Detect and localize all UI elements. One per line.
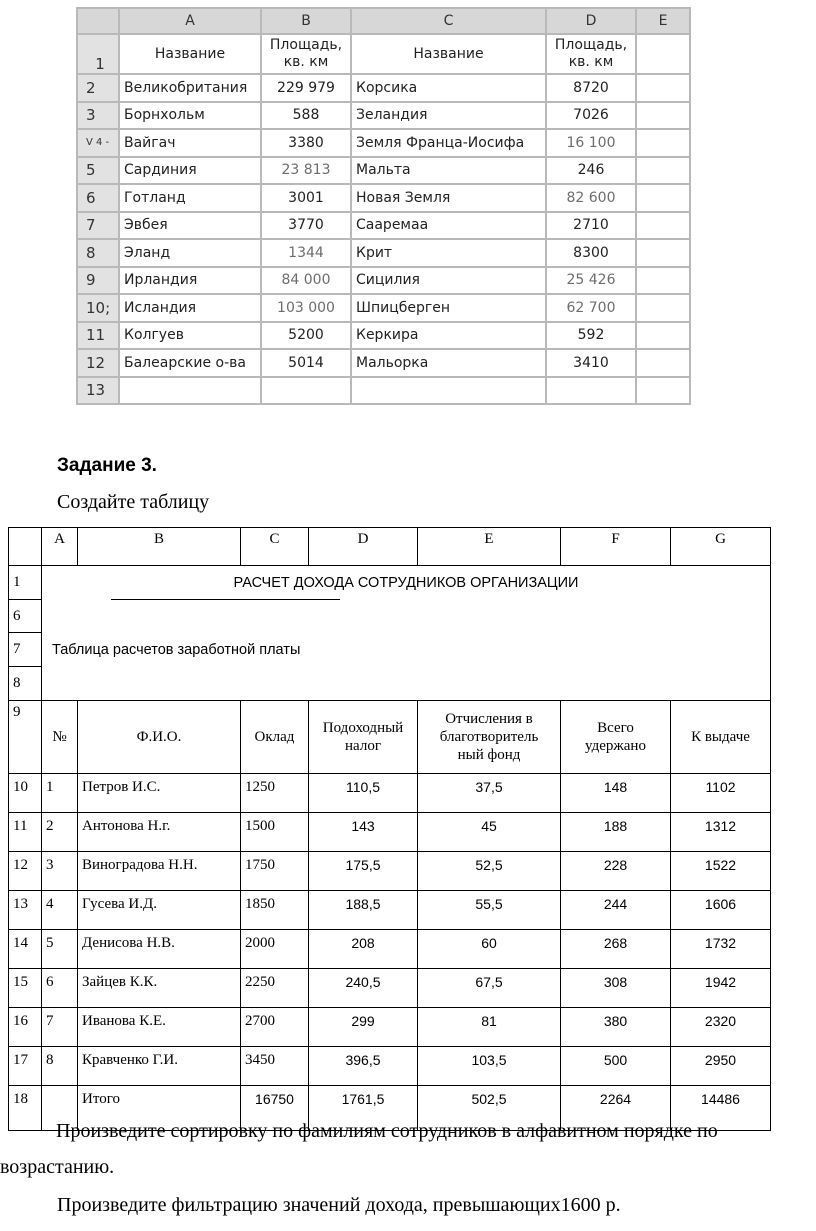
cell-payout: 1102 [671,774,771,813]
cell-oklad: 1250 [241,774,309,813]
sheet-empty-cell [636,377,690,405]
cell-held: 308 [561,969,671,1008]
sheet-cell-name-2: Новая Земля [351,184,546,212]
title-row [9,566,771,600]
sheet-row-number: 6 [77,184,119,212]
table-row [9,852,771,891]
sheet-cell-name: Балеарские о-ва [119,349,261,377]
cell-fio: Денисова Н.В. [78,930,241,969]
total-tax: 1761,5 [309,1086,418,1131]
header-tax [309,701,418,774]
total-label: Итого [78,1086,241,1131]
cell-tax: 396,5 [309,1047,418,1086]
sheet-cell-area [261,377,351,405]
empty-row [9,600,771,633]
cell-number: 7 [42,1008,78,1047]
col-letter: F [561,528,671,566]
column-letters-row [9,528,771,566]
header-charity-l1: Отчисления в [445,711,533,727]
col-letter: A [42,528,78,566]
sheet-cell-area-2: 592 [546,322,636,350]
table-row [9,813,771,852]
cell-charity: 45 [418,813,561,852]
sheet-row [77,74,690,102]
sheet-corner [77,8,119,34]
sheet-row-number: 1 [77,34,119,74]
header-charity-l2: благотворитель [439,729,539,745]
cell-held: 228 [561,852,671,891]
cell-charity: 55,5 [418,891,561,930]
sheet-cell-name-2 [351,377,546,405]
sheet-cell-area: 3001 [261,184,351,212]
corner-cell [9,528,42,566]
sheet-cell-name: Великобритания [119,74,261,102]
sheet-header-area2-l2: кв. км [568,54,614,70]
header-charity [418,701,561,774]
sheet-cell-name: Ирландия [119,267,261,295]
sheet-cell-name: Борнхольм [119,102,261,130]
sheet-col-b: B [261,8,351,34]
sheet-row [77,212,690,240]
sheet-cell-area: 5200 [261,322,351,350]
sheet-cell-area-2: 62 700 [546,294,636,322]
sheet-cell-name-2: Мальорка [351,349,546,377]
cell-fio: Кравченко Г.И. [78,1047,241,1086]
cell-payout: 2320 [671,1008,771,1047]
cell-charity: 37,5 [418,774,561,813]
sheet-empty-cell [636,267,690,295]
sheet-cell-name: Колгуев [119,322,261,350]
cell-held: 500 [561,1047,671,1086]
col-letter: C [241,528,309,566]
sheet-row-number: 10; [77,294,119,322]
row-number: 13 [9,891,42,930]
row-number: 9 [9,701,42,774]
cell-tax: 175,5 [309,852,418,891]
sheet-cell-name: Исландия [119,294,261,322]
col-letter: B [78,528,241,566]
merged-empty-cell [42,667,771,701]
sheet-cell-name-2: Земля Франца-Иосифа [351,129,546,157]
header-charity-l3: ный фонд [457,747,521,763]
sheet-cell-name: Эланд [119,239,261,267]
row-number: 10 [9,774,42,813]
cell-fio: Зайцев К.К. [78,969,241,1008]
sheet-row [77,322,690,350]
sheet-cell-area-2 [546,377,636,405]
sheet-cell-area: 84 000 [261,267,351,295]
cell-number: 2 [42,813,78,852]
cell-number: 6 [42,969,78,1008]
cell-number: 8 [42,1047,78,1086]
sheet-empty-cell [636,157,690,185]
sheet-cell-name-2: Шпицберген [351,294,546,322]
sheet-header-area [261,34,351,74]
task-title: Задание 3. [57,455,157,476]
cell-tax: 299 [309,1008,418,1047]
task-subtitle: Создайте таблицу [57,491,210,513]
sheet-cell-area-2: 7026 [546,102,636,130]
sheet-row [77,157,690,185]
header-tax-l2: налог [345,738,381,754]
sheet-cell-area: 5014 [261,349,351,377]
sheet-header-name: Название [119,34,261,74]
sheet-row [77,239,690,267]
row-number: 7 [9,633,42,667]
cell-payout: 1732 [671,930,771,969]
cell-tax: 143 [309,813,418,852]
sheet-cell-area: 3380 [261,129,351,157]
row-number: 17 [9,1047,42,1086]
table-row [9,1047,771,1086]
sheet-cell-name: Вайгач [119,129,261,157]
sheet-cell-name: Эвбея [119,212,261,240]
sheet-row [77,377,690,405]
sheet-cell-area-2: 8300 [546,239,636,267]
cell-payout: 1942 [671,969,771,1008]
cell-tax: 240,5 [309,969,418,1008]
sheet-cell-name-2: Зеландия [351,102,546,130]
cell-fio: Виноградова Н.Н. [78,852,241,891]
cell-held: 268 [561,930,671,969]
sheet-empty-cell [636,294,690,322]
sheet-row [77,267,690,295]
sheet-cell-name-2: Сицилия [351,267,546,295]
cell-number: 3 [42,852,78,891]
total-held: 2264 [561,1086,671,1131]
cell-fio: Гусева И.Д. [78,891,241,930]
sheet-cell-area-2: 246 [546,157,636,185]
sheet-row [77,294,690,322]
cell-oklad: 1500 [241,813,309,852]
table-main-title [42,566,771,600]
table-row [9,969,771,1008]
sheet-row-number: 3 [77,102,119,130]
sheet-row-number: 5 [77,157,119,185]
table-row [9,930,771,969]
cell-held: 244 [561,891,671,930]
row-number: 1 [9,566,42,600]
cell-tax: 208 [309,930,418,969]
cell-number: 4 [42,891,78,930]
cell-charity: 52,5 [418,852,561,891]
table-name: Таблица расчетов заработной платы [42,633,771,667]
filter-instruction: Произведите фильтрацию значений дохода, превышающих1600 р. [57,1194,621,1216]
cell-fio: Иванова К.Е. [78,1008,241,1047]
island-spreadsheet [76,7,691,405]
cell-charity: 67,5 [418,969,561,1008]
cell-tax: 110,5 [309,774,418,813]
sheet-cell-area-2: 8720 [546,74,636,102]
sheet-row-number: 11 [77,322,119,350]
salary-table [8,527,771,1131]
sheet-col-d: D [546,8,636,34]
col-letter: G [671,528,771,566]
sheet-cell-name-2: Керкира [351,322,546,350]
total-oklad: 16750 [241,1086,309,1131]
row-number: 8 [9,667,42,701]
sheet-cell-name: Сардиния [119,157,261,185]
row-number: 14 [9,930,42,969]
sheet-col-a: A [119,8,261,34]
sheet-row-number: 7 [77,212,119,240]
cell-held: 188 [561,813,671,852]
cell-fio: Петров И.С. [78,774,241,813]
header-number: № [42,701,78,774]
sheet-col-e: E [636,8,690,34]
sheet-empty-cell [636,102,690,130]
sheet-empty-cell [636,184,690,212]
sheet-cell-area: 229 979 [261,74,351,102]
total-payout: 14486 [671,1086,771,1131]
sheet-cell-area: 103 000 [261,294,351,322]
cell-oklad: 2700 [241,1008,309,1047]
header-held [561,701,671,774]
sheet-cell-area-2: 82 600 [546,184,636,212]
sheet-empty-cell [636,322,690,350]
sheet-header-area-l2: кв. км [283,54,329,70]
sheet-header-area-2 [546,34,636,74]
total-charity: 502,5 [418,1086,561,1131]
sheet-row-number: 13 [77,377,119,405]
sheet-cell-area: 588 [261,102,351,130]
header-row [9,701,771,774]
title-underline [111,599,340,600]
sheet-row-number: V 4 - [77,129,119,157]
cell-oklad: 3450 [241,1047,309,1086]
cell-fio: Антонова Н.г. [78,813,241,852]
cell-payout: 1606 [671,891,771,930]
header-fio: Ф.И.О. [78,701,241,774]
row-number: 18 [9,1086,42,1131]
table-name-row [9,633,771,667]
table-row [9,891,771,930]
header-held-l2: удержано [585,738,646,754]
sheet-row-number: 9 [77,267,119,295]
sheet-empty-cell [636,34,690,74]
cell-oklad: 1850 [241,891,309,930]
header-payout: К выдаче [671,701,771,774]
sheet-row [77,102,690,130]
sheet-cell-name-2: Корсика [351,74,546,102]
sheet-cell-name-2: Крит [351,239,546,267]
sheet-cell-area: 1344 [261,239,351,267]
sheet-row-number: 12 [77,349,119,377]
sheet-row-number: 2 [77,74,119,102]
sheet-cell-area-2: 3410 [546,349,636,377]
row-number: 6 [9,600,42,633]
cell-payout: 2950 [671,1047,771,1086]
sheet-cell-area-2: 2710 [546,212,636,240]
cell-oklad: 2250 [241,969,309,1008]
cell-number: 5 [42,930,78,969]
cell-held: 148 [561,774,671,813]
cell-charity: 81 [418,1008,561,1047]
sheet-empty-cell [636,129,690,157]
row-number: 15 [9,969,42,1008]
header-oklad: Оклад [241,701,309,774]
sheet-row [77,349,690,377]
col-letter: E [418,528,561,566]
sheet-column-headers [77,8,690,34]
sort-instruction: Произведите сортировку по фамилиям сотрудников в алфавитном порядке по возрастанию. [0,1120,718,1178]
cell-charity: 60 [418,930,561,969]
table-row [9,774,771,813]
sheet-cell-name: Готланд [119,184,261,212]
sheet-row [77,184,690,212]
sheet-header-area2-l1: Площадь, [554,37,628,53]
sheet-empty-cell [636,74,690,102]
merged-empty-cell [42,600,771,633]
sheet-cell-name-2: Мальта [351,157,546,185]
sheet-cell-area-2: 25 426 [546,267,636,295]
cell-charity: 103,5 [418,1047,561,1086]
cell-payout: 1312 [671,813,771,852]
sheet-cell-name [119,377,261,405]
empty-row [9,667,771,701]
cell-oklad: 2000 [241,930,309,969]
sheet-row-number: 8 [77,239,119,267]
cell-number: 1 [42,774,78,813]
sheet-header-name-2: Название [351,34,546,74]
row-number: 12 [9,852,42,891]
col-letter: D [309,528,418,566]
sheet-col-c: C [351,8,546,34]
sheet-empty-cell [636,349,690,377]
sheet-empty-cell [636,239,690,267]
main-title-text: РАСЧЕТ ДОХОДА СОТРУДНИКОВ ОРГАНИЗАЦИИ [233,574,579,591]
sheet-cell-name-2: Сааремаа [351,212,546,240]
table-row [9,1008,771,1047]
sheet-empty-cell [636,212,690,240]
sheet-cell-area: 3770 [261,212,351,240]
cell-held: 380 [561,1008,671,1047]
sheet-cell-area-2: 16 100 [546,129,636,157]
cell-tax: 188,5 [309,891,418,930]
row-number: 16 [9,1008,42,1047]
sheet-header-row [77,34,690,74]
header-tax-l1: Подоходный [322,720,404,736]
header-held-l1: Всего [597,720,634,736]
row-number: 11 [9,813,42,852]
sheet-header-area-l1: Площадь, [269,37,343,53]
sheet-cell-area: 23 813 [261,157,351,185]
cell-payout: 1522 [671,852,771,891]
cell-oklad: 1750 [241,852,309,891]
sheet-row [77,129,690,157]
